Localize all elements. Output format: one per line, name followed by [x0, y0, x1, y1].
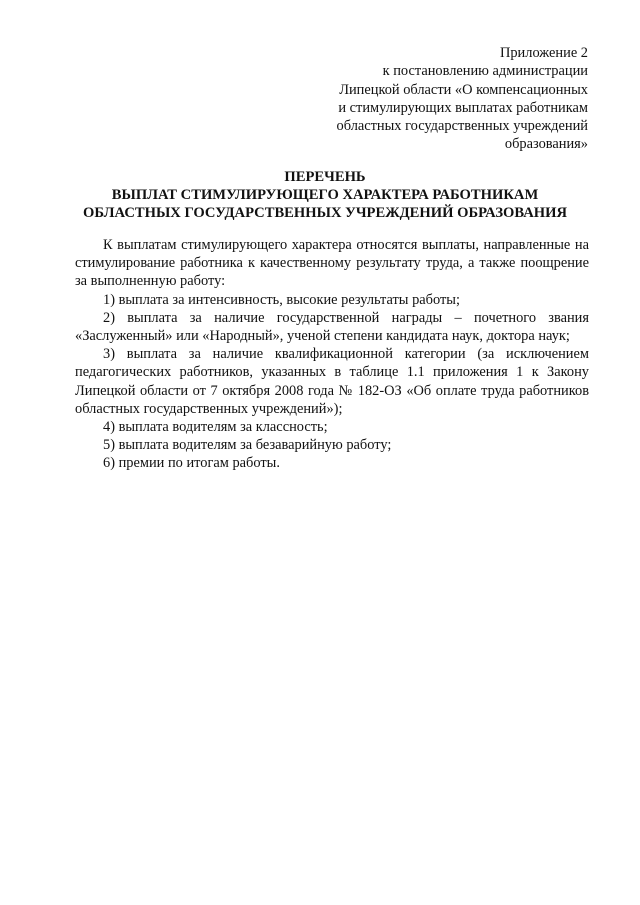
appendix-line: Приложение 2 [499, 45, 588, 61]
document-body [75, 236, 589, 473]
list-item: 6) премии по итогам работы. [103, 455, 280, 472]
appendix-header [337, 44, 588, 154]
intro-paragraph: К выплатам стимулирующего характера относятся выплаты, направленные на стимулирование работника к качественному результату труда, а также поощрение за выполненную работу: [75, 237, 589, 290]
list-item: 3) выплата за наличие квалификационной категории (за исключением педагогических работников, указанных в таблице 1.1 приложения 1 к Закону Липецкой области от 7 октября 2008 года № 182-ОЗ «Об оплате труда работников областных государственных учреждений»); [75, 346, 589, 417]
appendix-line: областных государственных учреждений [336, 118, 588, 135]
appendix-line: образования» [504, 136, 588, 153]
list-item: 1) выплата за интенсивность, высокие результаты работы; [103, 291, 460, 308]
list-item: 5) выплата водителям за безаварийную работу; [103, 437, 392, 454]
title-line: ПЕРЕЧЕНЬ [284, 169, 366, 185]
appendix-line: и стимулирующих выплатах работникам [338, 99, 588, 116]
title-line: ОБЛАСТНЫХ ГОСУДАРСТВЕННЫХ УЧРЕЖДЕНИЙ ОБРАЗОВАНИЯ [83, 205, 567, 221]
list-item: 2) выплата за наличие государственной награды – почетного звания «Заслуженный» или «Народный», ученой степени кандидата наук, доктора наук; [75, 309, 589, 345]
document-title [60, 168, 590, 222]
title-line: ВЫПЛАТ СТИМУЛИРУЮЩЕГО ХАРАКТЕРА РАБОТНИКАМ [111, 187, 539, 203]
appendix-line: к постановлению администрации [382, 63, 588, 80]
list-item: 4) выплата водителям за классность; [103, 419, 328, 436]
appendix-line: Липецкой области «О компенсационных [339, 81, 588, 98]
